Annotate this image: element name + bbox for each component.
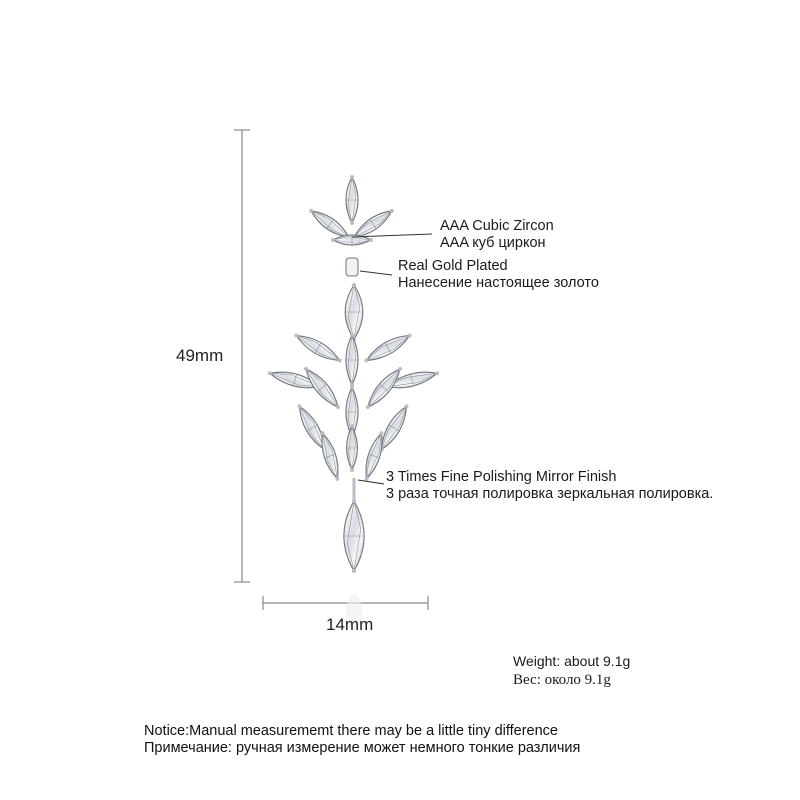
height-label: 49mm <box>176 346 224 365</box>
callout-zircon-en: AAA Cubic Zircon <box>440 218 554 234</box>
callout-gold <box>398 258 599 292</box>
callout-polish-en: 3 Times Fine Polishing Mirror Finish <box>386 469 617 485</box>
notice-en: Notice:Manual measurememt there may be a little tiny difference <box>144 723 558 739</box>
callout-gold-ru: Нанесение настоящее золото <box>398 275 599 291</box>
earring-gems <box>266 175 440 630</box>
leaf-gem-3 <box>362 329 415 367</box>
notice-ru: Примечание: ручная измерение может немного тонкие различия <box>144 740 581 756</box>
height-dimension-line <box>234 130 250 582</box>
top-center-gem <box>346 175 358 225</box>
callout-zircon <box>440 218 554 252</box>
width-label: 14mm <box>326 615 374 634</box>
notice <box>144 723 580 757</box>
leaf-gem-13 <box>347 424 358 472</box>
leaf-gem-2 <box>292 329 345 367</box>
callout-zircon-ru: AAA куб циркон <box>440 235 546 251</box>
bottom-drop-gem <box>344 499 364 573</box>
leaf-gem-1 <box>346 333 358 387</box>
connector-link <box>346 258 358 276</box>
callout-polish-ru: 3 раза точная полировка зеркальная полировка. <box>386 486 714 502</box>
width-dimension-line <box>263 596 428 610</box>
weight-ru: Вес: около 9.1g <box>513 672 611 688</box>
weight-en: Weight: about 9.1g <box>513 653 631 669</box>
weight-info <box>513 652 630 690</box>
callout-polish <box>386 469 713 503</box>
pear-gem <box>345 283 363 341</box>
callout-gold-en: Real Gold Plated <box>398 258 508 274</box>
